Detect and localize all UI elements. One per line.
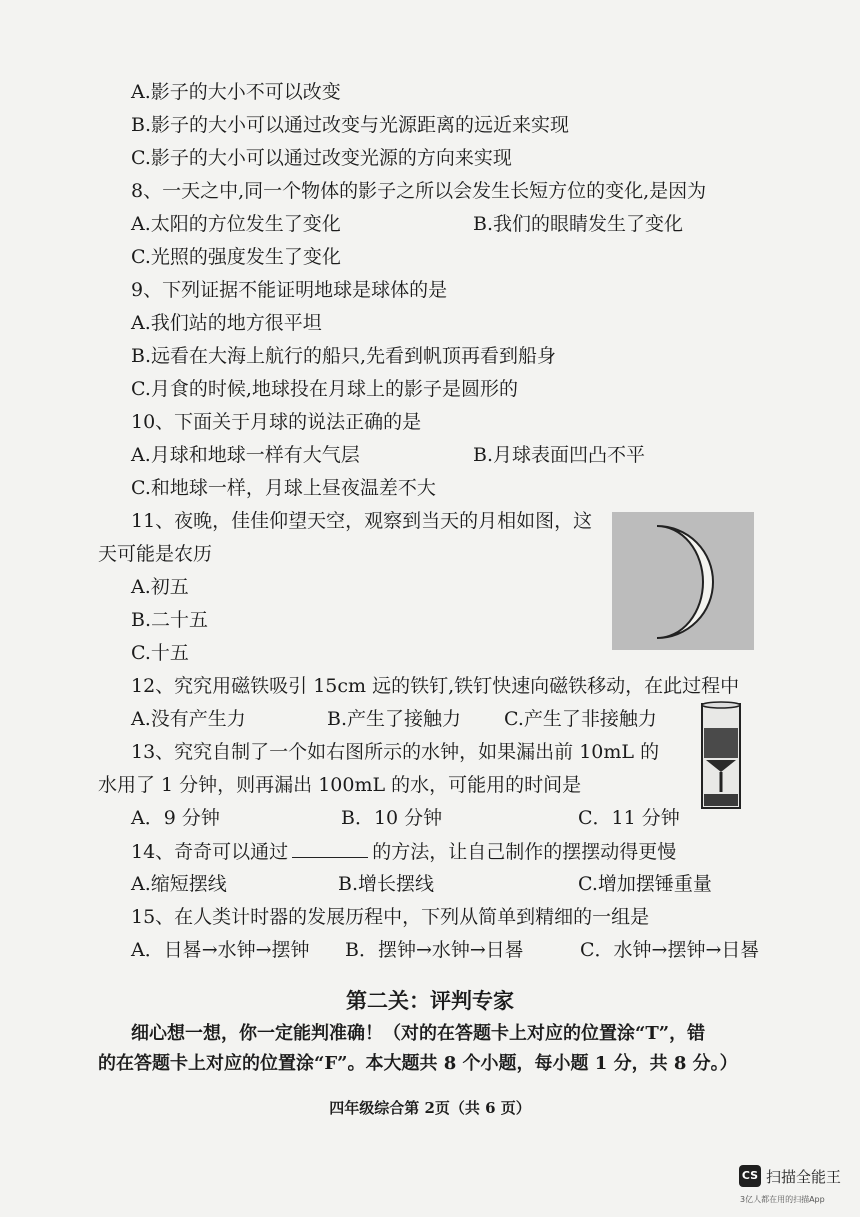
q12-question: 12、究究用磁铁吸引 15cm 远的铁钉,铁钉快速向磁铁移动，在此过程中: [131, 675, 740, 697]
q12-option-c: C.产生了非接触力: [504, 708, 657, 730]
q9-option-c: C.月食的时候,地球投在月球上的影子是圆形的: [131, 378, 518, 400]
q14-answer-blank: [292, 839, 368, 858]
q13-option-b: B．10 分钟: [341, 807, 443, 829]
q8-option-c: C.光照的强度发生了变化: [131, 246, 341, 268]
q15-option-c: C．水钟→摆钟→日晷: [580, 939, 760, 961]
q7-option-c: C.影子的大小可以通过改变光源的方向来实现: [131, 147, 512, 169]
camscanner-tagline: 3亿人都在用的扫描App: [740, 1195, 825, 1204]
q14-question-prefix: 14、奇奇可以通过: [131, 841, 289, 863]
q15-option-b: B．摆钟→水钟→日晷: [345, 939, 524, 961]
q8-option-a: A.太阳的方位发生了变化: [131, 213, 341, 235]
q11-question-line2: 天可能是农历: [98, 543, 213, 565]
q10-question: 10、下面关于月球的说法正确的是: [131, 411, 422, 433]
q10-option-c: C.和地球一样，月球上昼夜温差不大: [131, 477, 436, 499]
moon-phase-figure: [612, 512, 754, 650]
q14-question-suffix: 的方法，让自己制作的摆摆动得更慢: [372, 841, 677, 863]
q9-option-a: A.我们站的地方很平坦: [131, 312, 322, 334]
section-intro-line1: 细心想一想，你一定能判准确！（对的在答题卡上对应的位置涂“T”，错: [131, 1023, 706, 1044]
q13-question-line2: 水用了 1 分钟，则再漏出 100mL 的水，可能用的时间是: [98, 774, 582, 796]
q11-option-a: A.初五: [131, 576, 189, 598]
q15-option-a: A．日晷→水钟→摆钟: [131, 939, 310, 961]
q10-option-a: A.月球和地球一样有大气层: [131, 444, 360, 466]
q13-option-a: A．9 分钟: [131, 807, 220, 829]
q11-option-b: B.二十五: [131, 609, 209, 631]
q7-option-b: B.影子的大小可以通过改变与光源距离的远近来实现: [131, 114, 570, 136]
q13-option-c: C．11 分钟: [578, 807, 680, 829]
camscanner-name: 扫描全能王: [766, 1168, 842, 1186]
section-intro-line2: 的在答题卡上对应的位置涂“F”。本大题共 8 个小题，每小题 1 分，共 8 分。）: [98, 1053, 738, 1074]
water-clock-figure: [698, 700, 744, 812]
q10-option-b: B.月球表面凹凸不平: [473, 444, 646, 466]
crescent-moon-icon: [612, 512, 754, 650]
q12-option-b: B.产生了接触力: [327, 708, 462, 730]
q13-question-line1: 13、究究自制了一个如右图所示的水钟，如果漏出前 10mL 的: [131, 741, 660, 763]
q12-option-a: A.没有产生力: [131, 708, 246, 730]
page-footer: 四年级综合第 2页（共 6 页）: [329, 1099, 531, 1117]
q14-option-c: C.增加摆锤重量: [578, 873, 712, 895]
q8-question: 8、一天之中,同一个物体的影子之所以会发生长短方位的变化,是因为: [131, 180, 707, 202]
q8-option-b: B.我们的眼睛发生了变化: [473, 213, 684, 235]
q9-question: 9、下列证据不能证明地球是球体的是: [131, 279, 448, 301]
q14-option-b: B.增长摆线: [338, 873, 435, 895]
q7-option-a: A.影子的大小不可以改变: [131, 81, 341, 103]
camscanner-logo: CS: [739, 1165, 761, 1187]
section-title: 第二关：评判专家: [346, 989, 514, 1013]
q14-option-a: A.缩短摆线: [131, 873, 227, 895]
q14-question: [131, 839, 676, 864]
q15-question: 15、在人类计时器的发展历程中，下列从简单到精细的一组是: [131, 906, 650, 928]
q9-option-b: B.远看在大海上航行的船只,先看到帆顶再看到船身: [131, 345, 557, 367]
q11-option-c: C.十五: [131, 642, 189, 664]
water-clock-icon: [698, 700, 744, 812]
q11-question-line1: 11、夜晚，佳佳仰望天空，观察到当天的月相如图，这: [131, 510, 593, 532]
